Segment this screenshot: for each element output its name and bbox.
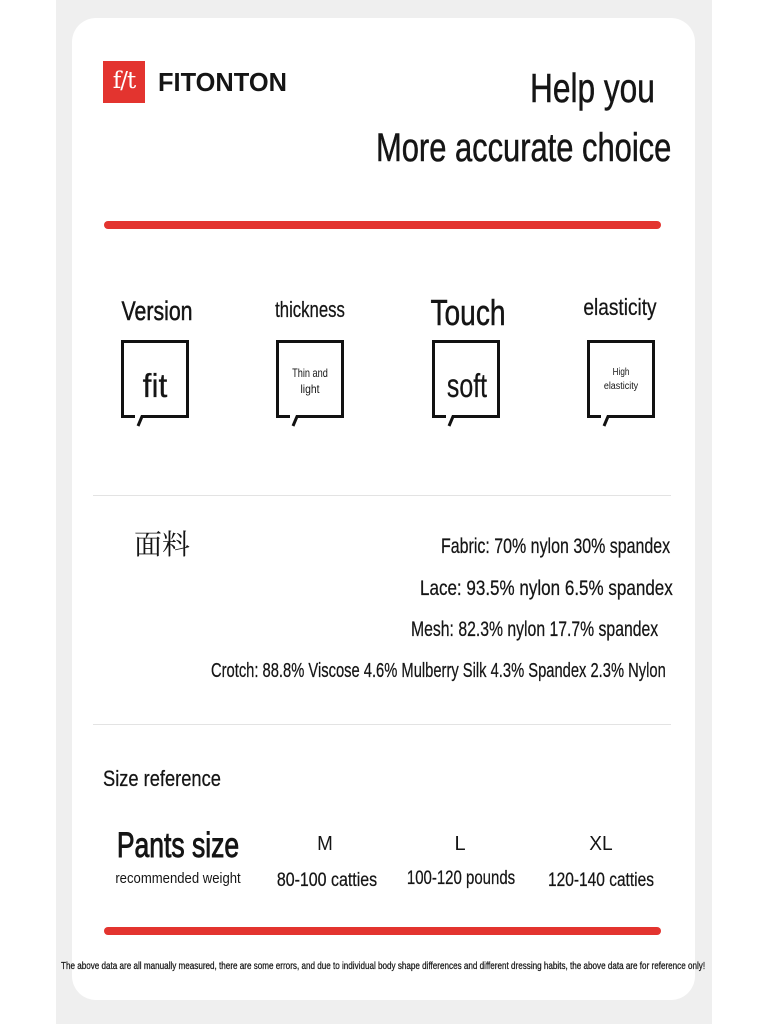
feature-bubble-thickness	[276, 340, 344, 430]
feature-heading-touch: Touch	[430, 292, 506, 333]
section-divider	[93, 724, 671, 725]
size-reference-title: Size reference	[103, 766, 221, 791]
headline-line-2: More accurate choice	[376, 126, 672, 170]
feature-heading-version: Version	[121, 296, 193, 326]
size-weight-l: 100-120 pounds	[406, 868, 516, 889]
size-label-xl: XL	[589, 833, 613, 855]
brand-logo	[103, 61, 145, 103]
feature-value-high-line-1: High	[612, 367, 630, 378]
size-weight-m: 80-100 catties	[276, 870, 378, 891]
accent-bar-bottom	[104, 927, 661, 935]
fabric-line-crotch: Crotch: 88.8% Viscose 4.6% Mulberry Silk 4.3% Spandex 2.3% Nylon	[211, 660, 666, 682]
fabric-line-mesh: Mesh: 82.3% nylon 17.7% spandex	[411, 618, 659, 641]
footer-disclaimer: The above data are all manually measured, there are some errors, and due to individual body shape differences and different dressing habits, the above data are for reference only!	[61, 961, 706, 972]
size-label-m: M	[317, 833, 333, 855]
brand-logo-mark: f/t	[112, 68, 136, 94]
fabric-line-lace: Lace: 93.5% nylon 6.5% spandex	[420, 577, 673, 600]
size-row-label: Pants size	[116, 826, 240, 865]
brand-name: FITONTON	[158, 67, 287, 97]
feature-value-high-line-2: elasticity	[603, 381, 639, 392]
fabric-line-fabric: Fabric: 70% nylon 30% spandex	[441, 535, 671, 558]
size-label-l: L	[454, 833, 466, 855]
feature-bubble-elasticity	[587, 340, 655, 430]
feature-value-soft: soft	[446, 367, 488, 404]
feature-heading-elasticity: elasticity	[583, 294, 657, 320]
headline-line-1: Help you	[530, 65, 655, 111]
feature-value-thin-line-1: Thin and	[292, 366, 328, 380]
accent-bar-top	[104, 221, 661, 229]
feature-value-fit: fit	[142, 367, 168, 404]
section-divider	[93, 495, 671, 496]
fabric-title: 面料	[134, 528, 191, 561]
feature-heading-thickness: thickness	[275, 297, 345, 322]
feature-bubble-touch	[432, 340, 500, 430]
size-row-sublabel: recommended weight	[115, 870, 241, 887]
feature-value-thin-line-2: light	[300, 382, 320, 396]
feature-bubble-version	[121, 340, 189, 430]
size-weight-xl: 120-140 catties	[548, 870, 654, 891]
